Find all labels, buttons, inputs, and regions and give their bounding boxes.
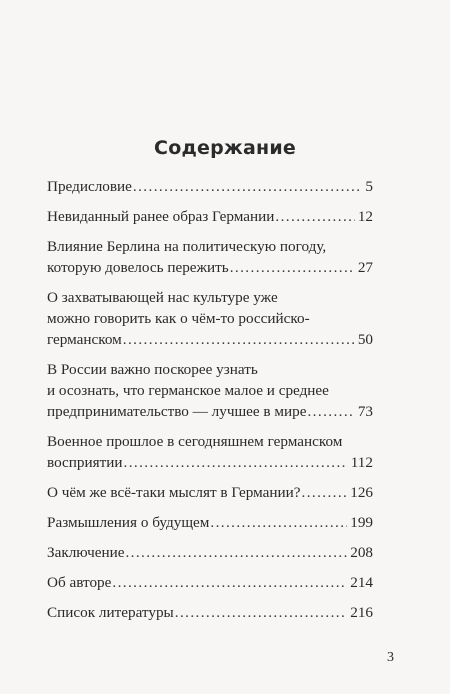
toc-entry-berlin-influence[interactable] [47, 236, 373, 278]
toc-page-number: 214 [350, 574, 373, 591]
leader-dots [210, 512, 347, 533]
page-title: Содержание [154, 137, 296, 159]
toc-page-number: 5 [365, 178, 373, 195]
toc-entry-title: предпринимательство — лучшее в мире [47, 403, 307, 420]
table-of-contents [47, 176, 373, 623]
toc-entry-title: О чём же всё-таки мыслят в Германии? [47, 484, 301, 501]
toc-entry-title-line: Военное прошлое в сегодняшнем германском [47, 433, 343, 450]
leader-dots [230, 257, 355, 278]
toc-entry-future[interactable] [47, 512, 373, 533]
toc-entry-title: Список литературы [47, 604, 174, 621]
leader-dots [307, 401, 354, 422]
toc-page-number: 50 [357, 331, 373, 348]
toc-entry-title: Размышления о будущем [47, 514, 210, 531]
toc-entry-image-of-germany[interactable] [47, 206, 373, 227]
leader-dots [133, 176, 362, 197]
toc-entry-business[interactable] [47, 359, 373, 422]
toc-page-number: 208 [350, 544, 373, 561]
leader-dots [125, 542, 347, 563]
toc-entry-title: Невиданный ранее образ Германии [47, 208, 275, 225]
toc-entry-title-line: и осознать, что германское малое и среднее [47, 382, 329, 399]
leader-dots [124, 452, 348, 473]
leader-dots [275, 206, 354, 227]
toc-entry-title-line: О захватывающей нас культуре уже [47, 289, 278, 306]
toc-entry-bibliography[interactable] [47, 602, 373, 623]
toc-entry-title-line: В России важно поскорее узнать [47, 361, 258, 378]
toc-page-number: 126 [350, 484, 373, 501]
toc-entry-title: Об авторе [47, 574, 112, 591]
toc-entry-title-line: Влияние Берлина на политическую погоду, [47, 238, 327, 255]
toc-page-number: 73 [357, 403, 373, 420]
toc-entry-culture[interactable] [47, 287, 373, 350]
toc-page-number: 199 [350, 514, 373, 531]
toc-entry-title: Заключение [47, 544, 125, 561]
leader-dots [302, 482, 348, 503]
toc-page-number: 12 [357, 208, 373, 225]
toc-page-number: 112 [350, 454, 373, 471]
leader-dots [175, 602, 347, 623]
toc-entry-title: Предисловие [47, 178, 132, 195]
toc-entry-title-line: можно говорить как о чём-то российско- [47, 310, 310, 327]
toc-entry-military-past[interactable] [47, 431, 373, 473]
toc-entry-about-author[interactable] [47, 572, 373, 593]
toc-page-number: 216 [350, 604, 373, 621]
toc-entry-title: германском [47, 331, 122, 348]
page-number: 3 [387, 650, 394, 665]
toc-entry-preface[interactable] [47, 176, 373, 197]
leader-dots [112, 572, 347, 593]
toc-entry-title: которую довелось пережить [47, 259, 229, 276]
toc-entry-thinking[interactable] [47, 482, 373, 503]
leader-dots [123, 329, 355, 350]
toc-entry-title: восприятии [47, 454, 123, 471]
toc-entry-conclusion[interactable] [47, 542, 373, 563]
toc-page-number: 27 [357, 259, 373, 276]
